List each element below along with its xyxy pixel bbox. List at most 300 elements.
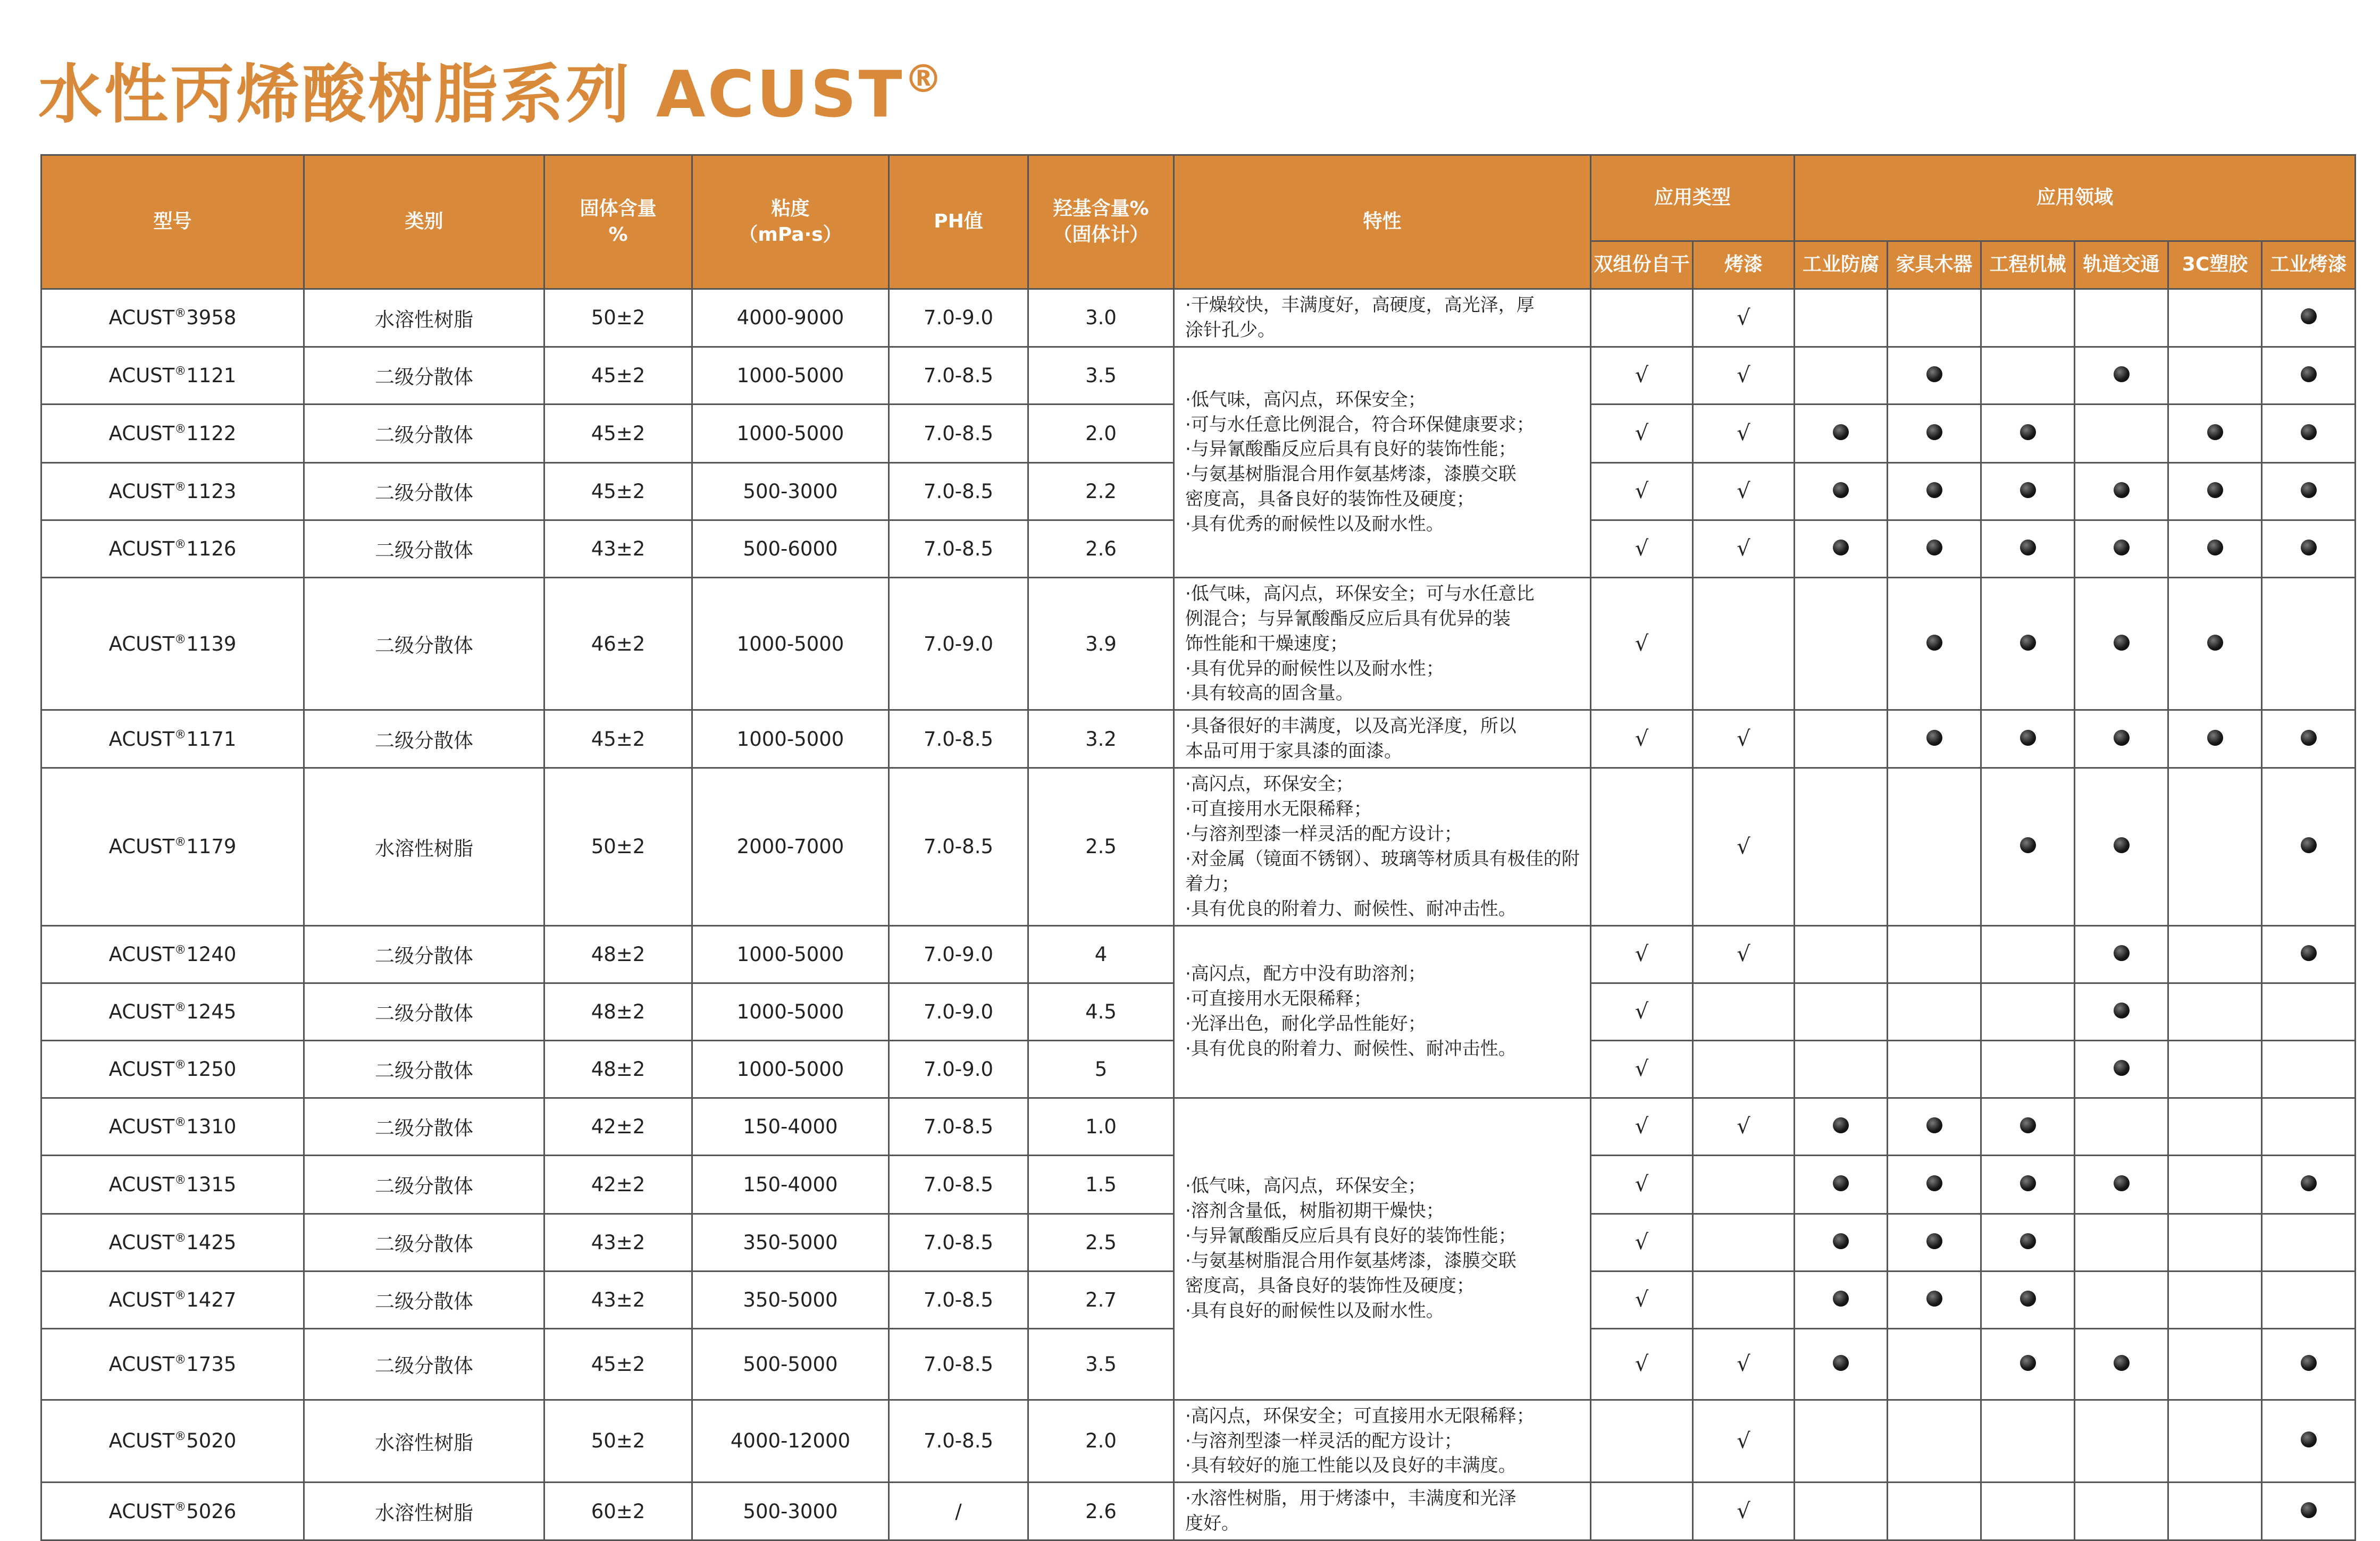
cell-app-field-0 <box>1795 1214 1888 1271</box>
cell-app-field-0 <box>1795 1483 1888 1540</box>
cell-solid: 46±2 <box>544 577 692 710</box>
model-prefix: ACUST <box>108 632 175 655</box>
cell-app-field-1 <box>1888 1328 1981 1400</box>
cell-app-field-0 <box>1795 289 1888 347</box>
dot-icon <box>2301 1502 2317 1518</box>
cell-category: 水溶性树脂 <box>304 1400 544 1483</box>
registered-mark: ® <box>174 943 187 957</box>
cell-app-field-5 <box>2262 520 2356 577</box>
cell-app-field-3 <box>2075 347 2168 404</box>
cell-model <box>41 347 304 404</box>
cell-app-type-0 <box>1591 1040 1693 1098</box>
cell-app-field-4 <box>2168 983 2262 1040</box>
dot-icon <box>2020 837 2036 853</box>
dot-icon <box>1926 635 1942 651</box>
cell-viscosity: 1000-5000 <box>692 710 889 768</box>
cell-viscosity: 2000-7000 <box>692 768 889 925</box>
cell-app-field-0 <box>1795 1328 1888 1400</box>
dot-icon <box>1926 366 1942 382</box>
cell-viscosity: 1000-5000 <box>692 577 889 710</box>
cell-app-field-5 <box>2262 347 2356 404</box>
cell-model <box>41 1328 304 1400</box>
check-mark: √ <box>1737 479 1750 504</box>
cell-ph: 7.0-8.5 <box>889 768 1028 925</box>
cell-app-field-0 <box>1795 520 1888 577</box>
cell-hydroxyl: 2.5 <box>1028 1214 1174 1271</box>
registered-mark: ® <box>174 1231 187 1245</box>
cell-solid: 43±2 <box>544 1214 692 1271</box>
cell-app-field-5 <box>2262 925 2356 983</box>
cell-app-type-0 <box>1591 1400 1693 1483</box>
cell-app-field-0 <box>1795 1400 1888 1483</box>
cell-solid: 43±2 <box>544 1271 692 1328</box>
check-mark: √ <box>1635 421 1649 446</box>
dot-icon <box>1926 540 1942 555</box>
cell-ph: 7.0-8.5 <box>889 1155 1028 1214</box>
cell-app-field-0 <box>1795 462 1888 520</box>
cell-hydroxyl: 1.5 <box>1028 1155 1174 1214</box>
model-prefix: ACUST <box>108 479 175 503</box>
check-mark: √ <box>1635 999 1649 1024</box>
model-code: 5026 <box>186 1500 237 1523</box>
cell-viscosity: 500-6000 <box>692 520 889 577</box>
cell-features: ·高闪点，配方中没有助溶剂； ·可直接用水无限稀释； ·光泽出色，耐化学品性能好； ·具有优良的附着力、耐候性、耐冲击性。 <box>1174 925 1591 1098</box>
dot-icon <box>2301 366 2317 382</box>
cell-model <box>41 1483 304 1540</box>
cell-hydroxyl: 2.2 <box>1028 462 1174 520</box>
cell-app-type-0 <box>1591 710 1693 768</box>
cell-hydroxyl: 1.0 <box>1028 1098 1174 1155</box>
cell-app-field-5 <box>2262 404 2356 462</box>
cell-app-field-3 <box>2075 1328 2168 1400</box>
page-title <box>38 44 944 135</box>
dot-icon <box>2207 730 2223 746</box>
cell-app-field-4 <box>2168 1271 2262 1328</box>
dot-icon <box>2114 1175 2130 1191</box>
cell-hydroxyl: 3.5 <box>1028 347 1174 404</box>
cell-app-field-4 <box>2168 520 2262 577</box>
registered-mark: ® <box>174 1173 187 1187</box>
cell-app-field-2 <box>1981 1098 2075 1155</box>
registered-mark: ® <box>904 56 945 101</box>
cell-app-field-2 <box>1981 1328 2075 1400</box>
cell-category: 二级分散体 <box>304 1155 544 1214</box>
registered-mark: ® <box>174 307 187 321</box>
cell-app-field-3 <box>2075 1040 2168 1098</box>
cell-app-type-1 <box>1693 1400 1795 1483</box>
dot-icon <box>2114 945 2130 961</box>
check-mark: √ <box>1635 536 1649 561</box>
dot-icon <box>1833 1117 1849 1133</box>
model-prefix: ACUST <box>108 1352 175 1376</box>
cell-app-field-5 <box>2262 983 2356 1040</box>
cell-app-field-1 <box>1888 1155 1981 1214</box>
cell-app-field-2 <box>1981 577 2075 710</box>
cell-app-field-4 <box>2168 289 2262 347</box>
dot-icon <box>2020 1291 2036 1307</box>
dot-icon <box>2301 730 2317 746</box>
cell-ph: 7.0-9.0 <box>889 289 1028 347</box>
cell-app-field-1 <box>1888 577 1981 710</box>
col-header-app-type-1: 烤漆 <box>1693 241 1795 289</box>
check-mark: √ <box>1635 727 1649 752</box>
cell-app-type-0 <box>1591 577 1693 710</box>
dot-icon <box>2301 1175 2317 1191</box>
cell-hydroxyl: 3.5 <box>1028 1328 1174 1400</box>
cell-hydroxyl: 4.5 <box>1028 983 1174 1040</box>
cell-app-field-4 <box>2168 1098 2262 1155</box>
cell-app-field-3 <box>2075 289 2168 347</box>
cell-app-field-0 <box>1795 577 1888 710</box>
table-row <box>41 347 2356 404</box>
cell-category: 二级分散体 <box>304 1214 544 1271</box>
cell-hydroxyl: 2.5 <box>1028 768 1174 925</box>
cell-model <box>41 1040 304 1098</box>
cell-solid: 45±2 <box>544 462 692 520</box>
table-header <box>41 155 2356 289</box>
cell-app-field-3 <box>2075 1483 2168 1540</box>
cell-app-type-1 <box>1693 289 1795 347</box>
cell-solid: 42±2 <box>544 1155 692 1214</box>
check-mark: √ <box>1635 1172 1649 1197</box>
cell-viscosity: 500-3000 <box>692 462 889 520</box>
cell-hydroxyl: 2.6 <box>1028 1483 1174 1540</box>
model-code: 1245 <box>186 1000 237 1023</box>
cell-category: 二级分散体 <box>304 1040 544 1098</box>
model-prefix: ACUST <box>108 1057 175 1081</box>
cell-app-field-5 <box>2262 1400 2356 1483</box>
cell-hydroxyl: 3.9 <box>1028 577 1174 710</box>
model-code: 1250 <box>186 1057 237 1081</box>
cell-app-field-5 <box>2262 1040 2356 1098</box>
cell-app-field-4 <box>2168 404 2262 462</box>
dot-icon <box>1833 540 1849 555</box>
cell-app-field-0 <box>1795 1040 1888 1098</box>
registered-mark: ® <box>174 422 187 436</box>
model-prefix: ACUST <box>108 727 175 751</box>
dot-icon <box>2207 635 2223 651</box>
cell-solid: 45±2 <box>544 1328 692 1400</box>
cell-app-field-5 <box>2262 462 2356 520</box>
cell-viscosity: 4000-12000 <box>692 1400 889 1483</box>
cell-app-field-2 <box>1981 347 2075 404</box>
cell-app-field-5 <box>2262 289 2356 347</box>
cell-category: 二级分散体 <box>304 462 544 520</box>
col-header-viscosity: 粘度 （mPa·s） <box>692 155 889 289</box>
cell-viscosity: 500-3000 <box>692 1483 889 1540</box>
cell-app-field-3 <box>2075 925 2168 983</box>
cell-app-field-1 <box>1888 983 1981 1040</box>
cell-features: ·具备很好的丰满度，以及高光泽度，所以 本品可用于家具漆的面漆。 <box>1174 710 1591 768</box>
cell-app-field-0 <box>1795 347 1888 404</box>
model-prefix: ACUST <box>108 1173 175 1196</box>
col-header-app-field-2: 工程机械 <box>1981 241 2075 289</box>
dot-icon <box>1833 1291 1849 1307</box>
cell-app-field-3 <box>2075 1098 2168 1155</box>
cell-app-type-1 <box>1693 983 1795 1040</box>
cell-app-field-4 <box>2168 1483 2262 1540</box>
check-mark: √ <box>1635 1230 1649 1255</box>
cell-category: 二级分散体 <box>304 347 544 404</box>
model-code: 1427 <box>186 1288 237 1311</box>
check-mark: √ <box>1635 479 1649 504</box>
cell-features: ·水溶性树脂，用于烤漆中，丰满度和光泽 度好。 <box>1174 1483 1591 1540</box>
cell-app-type-0 <box>1591 1155 1693 1214</box>
model-prefix: ACUST <box>108 1500 175 1523</box>
dot-icon <box>1926 1117 1942 1133</box>
cell-app-type-1 <box>1693 710 1795 768</box>
cell-category: 二级分散体 <box>304 983 544 1040</box>
registered-mark: ® <box>174 480 187 494</box>
cell-app-field-1 <box>1888 1483 1981 1540</box>
cell-solid: 60±2 <box>544 1483 692 1540</box>
col-header-model: 型号 <box>41 155 304 289</box>
cell-model <box>41 768 304 925</box>
col-header-app-type-0: 双组份自干 <box>1591 241 1693 289</box>
registered-mark: ® <box>174 1115 187 1129</box>
cell-category: 二级分散体 <box>304 710 544 768</box>
cell-app-field-5 <box>2262 1155 2356 1214</box>
cell-app-type-0 <box>1591 404 1693 462</box>
registered-mark: ® <box>174 633 187 646</box>
cell-app-type-1 <box>1693 1271 1795 1328</box>
col-header-app-field-0: 工业防腐 <box>1795 241 1888 289</box>
cell-app-type-1 <box>1693 404 1795 462</box>
cell-model <box>41 404 304 462</box>
registered-mark: ® <box>174 1000 187 1014</box>
model-prefix: ACUST <box>108 942 175 966</box>
cell-app-field-3 <box>2075 1271 2168 1328</box>
cell-app-field-1 <box>1888 347 1981 404</box>
cell-app-field-2 <box>1981 925 2075 983</box>
dot-icon <box>2301 482 2317 498</box>
model-code: 5020 <box>186 1429 237 1453</box>
cell-category: 水溶性树脂 <box>304 1483 544 1540</box>
model-prefix: ACUST <box>108 1231 175 1254</box>
cell-ph: 7.0-9.0 <box>889 577 1028 710</box>
dot-icon <box>2020 424 2036 440</box>
check-mark: √ <box>1635 942 1649 967</box>
check-mark: √ <box>1737 1428 1750 1453</box>
cell-app-type-0 <box>1591 1271 1693 1328</box>
dot-icon <box>2207 482 2223 498</box>
cell-app-type-1 <box>1693 1328 1795 1400</box>
cell-app-field-4 <box>2168 462 2262 520</box>
cell-app-field-0 <box>1795 983 1888 1040</box>
cell-app-type-0 <box>1591 983 1693 1040</box>
cell-app-type-1 <box>1693 1483 1795 1540</box>
cell-solid: 45±2 <box>544 710 692 768</box>
cell-app-field-1 <box>1888 1214 1981 1271</box>
cell-hydroxyl: 4 <box>1028 925 1174 983</box>
table-body <box>41 289 2356 1540</box>
col-header-app-field-4: 3C塑胶 <box>2168 241 2262 289</box>
cell-app-field-3 <box>2075 462 2168 520</box>
model-code: 3958 <box>186 306 237 330</box>
cell-app-field-5 <box>2262 1271 2356 1328</box>
check-mark: √ <box>1737 421 1750 446</box>
table-row <box>41 289 2356 347</box>
cell-app-type-0 <box>1591 1328 1693 1400</box>
cell-app-field-5 <box>2262 1098 2356 1155</box>
dot-icon <box>2114 482 2130 498</box>
cell-ph: / <box>889 1483 1028 1540</box>
cell-app-field-4 <box>2168 1214 2262 1271</box>
dot-icon <box>1833 424 1849 440</box>
cell-app-field-5 <box>2262 1214 2356 1271</box>
cell-viscosity: 350-5000 <box>692 1271 889 1328</box>
model-prefix: ACUST <box>108 1429 175 1453</box>
model-code: 1139 <box>186 632 237 655</box>
cell-app-field-0 <box>1795 925 1888 983</box>
cell-ph: 7.0-8.5 <box>889 1328 1028 1400</box>
model-code: 1240 <box>186 942 237 966</box>
cell-app-field-2 <box>1981 289 2075 347</box>
check-mark: √ <box>1635 631 1649 656</box>
cell-model <box>41 577 304 710</box>
cell-viscosity: 150-4000 <box>692 1155 889 1214</box>
cell-solid: 45±2 <box>544 347 692 404</box>
cell-hydroxyl: 3.2 <box>1028 710 1174 768</box>
cell-solid: 45±2 <box>544 404 692 462</box>
dot-icon <box>2207 424 2223 440</box>
check-mark: √ <box>1737 536 1750 561</box>
dot-icon <box>2301 945 2317 961</box>
cell-app-field-4 <box>2168 1155 2262 1214</box>
cell-category: 二级分散体 <box>304 925 544 983</box>
cell-app-field-1 <box>1888 925 1981 983</box>
dot-icon <box>1926 730 1942 746</box>
cell-ph: 7.0-8.5 <box>889 710 1028 768</box>
cell-model <box>41 983 304 1040</box>
cell-features: ·高闪点，环保安全； ·可直接用水无限稀释； ·与溶剂型漆一样灵活的配方设计； ·对金属（镜面不锈钢）、玻璃等材质具有极佳的附着力； ·具有优良的附着力、耐候性、耐冲击性。 <box>1174 768 1591 925</box>
cell-app-field-0 <box>1795 404 1888 462</box>
cell-app-field-4 <box>2168 347 2262 404</box>
cell-app-field-2 <box>1981 520 2075 577</box>
model-prefix: ACUST <box>108 1115 175 1138</box>
cell-app-type-1 <box>1693 577 1795 710</box>
cell-app-field-1 <box>1888 520 1981 577</box>
cell-model <box>41 1155 304 1214</box>
cell-app-field-5 <box>2262 577 2356 710</box>
cell-ph: 7.0-8.5 <box>889 347 1028 404</box>
col-header-app-type: 应用类型 <box>1591 155 1795 241</box>
cell-app-field-3 <box>2075 710 2168 768</box>
cell-app-field-3 <box>2075 768 2168 925</box>
cell-app-field-0 <box>1795 1155 1888 1214</box>
cell-ph: 7.0-9.0 <box>889 1040 1028 1098</box>
cell-app-field-4 <box>2168 710 2262 768</box>
check-mark: √ <box>1635 1057 1649 1082</box>
cell-app-type-1 <box>1693 520 1795 577</box>
cell-app-field-0 <box>1795 1271 1888 1328</box>
registered-mark: ® <box>174 364 187 378</box>
table-row <box>41 925 2356 983</box>
cell-app-field-1 <box>1888 710 1981 768</box>
dot-icon <box>1926 482 1942 498</box>
cell-model <box>41 925 304 983</box>
cell-app-field-0 <box>1795 1098 1888 1155</box>
cell-category: 水溶性树脂 <box>304 289 544 347</box>
cell-app-field-4 <box>2168 925 2262 983</box>
check-mark: √ <box>1635 363 1649 388</box>
dot-icon <box>2301 1431 2317 1447</box>
cell-category: 水溶性树脂 <box>304 768 544 925</box>
dot-icon <box>2301 1355 2317 1371</box>
table-row <box>41 1400 2356 1483</box>
cell-app-type-1 <box>1693 1098 1795 1155</box>
dot-icon <box>2114 1060 2130 1076</box>
cell-category: 二级分散体 <box>304 1328 544 1400</box>
dot-icon <box>2020 1117 2036 1133</box>
model-code: 1735 <box>186 1352 237 1376</box>
cell-ph: 7.0-8.5 <box>889 520 1028 577</box>
model-prefix: ACUST <box>108 1288 175 1311</box>
col-header-hydroxyl: 羟基含量% （固体计） <box>1028 155 1174 289</box>
cell-ph: 7.0-8.5 <box>889 1400 1028 1483</box>
cell-app-type-0 <box>1591 768 1693 925</box>
cell-features: ·高闪点，环保安全；可直接用水无限稀释； ·与溶剂型漆一样灵活的配方设计； ·具有较好的施工性能以及良好的丰满度。 <box>1174 1400 1591 1483</box>
dot-icon <box>2020 1233 2036 1249</box>
dot-icon <box>1926 1291 1942 1307</box>
cell-category: 二级分散体 <box>304 520 544 577</box>
product-spec-table <box>40 154 2356 1541</box>
cell-model <box>41 289 304 347</box>
model-code: 1179 <box>186 835 237 858</box>
dot-icon <box>2301 424 2317 440</box>
col-header-features: 特性 <box>1174 155 1591 289</box>
cell-app-field-2 <box>1981 1271 2075 1328</box>
cell-app-type-1 <box>1693 1155 1795 1214</box>
col-header-app-field: 应用领域 <box>1795 155 2356 241</box>
cell-viscosity: 1000-5000 <box>692 983 889 1040</box>
dot-icon <box>1833 482 1849 498</box>
cell-app-field-4 <box>2168 577 2262 710</box>
dot-icon <box>1833 1355 1849 1371</box>
cell-model <box>41 1098 304 1155</box>
cell-ph: 7.0-8.5 <box>889 1098 1028 1155</box>
cell-app-type-0 <box>1591 1098 1693 1155</box>
check-mark: √ <box>1737 1499 1750 1524</box>
model-code: 1171 <box>186 727 237 751</box>
cell-solid: 50±2 <box>544 768 692 925</box>
cell-app-field-2 <box>1981 462 2075 520</box>
cell-solid: 48±2 <box>544 1040 692 1098</box>
cell-app-field-3 <box>2075 1214 2168 1271</box>
model-code: 1425 <box>186 1231 237 1254</box>
table-row <box>41 768 2356 925</box>
cell-app-field-5 <box>2262 1328 2356 1400</box>
cell-ph: 7.0-8.5 <box>889 404 1028 462</box>
model-prefix: ACUST <box>108 306 175 330</box>
registered-mark: ® <box>174 537 187 551</box>
model-prefix: ACUST <box>108 835 175 858</box>
cell-viscosity: 1000-5000 <box>692 1040 889 1098</box>
cell-viscosity: 4000-9000 <box>692 289 889 347</box>
cell-app-field-3 <box>2075 1155 2168 1214</box>
cell-app-type-1 <box>1693 347 1795 404</box>
cell-app-field-4 <box>2168 1040 2262 1098</box>
check-mark: √ <box>1737 942 1750 967</box>
cell-viscosity: 150-4000 <box>692 1098 889 1155</box>
dot-icon <box>2020 635 2036 651</box>
cell-app-field-0 <box>1795 710 1888 768</box>
cell-app-type-0 <box>1591 1483 1693 1540</box>
cell-ph: 7.0-8.5 <box>889 1271 1028 1328</box>
col-header-category: 类别 <box>304 155 544 289</box>
col-header-ph: PH值 <box>889 155 1028 289</box>
cell-app-field-0 <box>1795 768 1888 925</box>
